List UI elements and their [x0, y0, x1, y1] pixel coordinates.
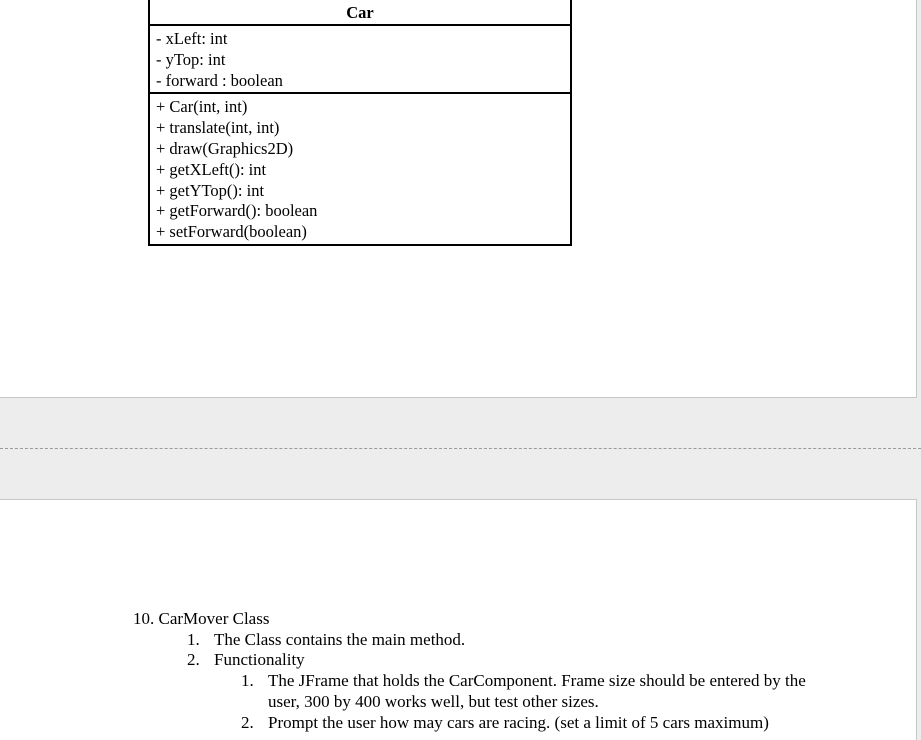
- uml-method: + Car(int, int): [156, 97, 248, 117]
- uml-method: + getXLeft(): int: [156, 159, 267, 179]
- uml-method: + getForward(): boolean: [156, 201, 318, 221]
- section-heading: 10. CarMover Class: [133, 609, 270, 628]
- uml-class-name: Car: [150, 0, 570, 26]
- list-text: Functionality: [214, 650, 305, 670]
- uml-attribute: - yTop: int: [156, 49, 226, 69]
- list-number: 2.: [241, 712, 254, 732]
- uml-attribute: - xLeft: int: [156, 29, 228, 48]
- list-number: 1.: [187, 629, 200, 649]
- uml-attribute: - forward : boolean: [156, 70, 283, 90]
- list-text: Prompt the user how may cars are racing. (set a limit of 5 cars maximum): [268, 712, 769, 732]
- uml-class-diagram: [148, 0, 572, 246]
- list-item: [133, 630, 828, 651]
- uml-method: + draw(Graphics2D): [156, 138, 294, 158]
- sub-list-item: [133, 671, 828, 712]
- list-text: The JFrame that holds the CarComponent. Frame size should be entered by the user, 300 by 400 works well, but test other sizes.: [268, 671, 806, 711]
- uml-attributes-section: [150, 26, 570, 92]
- list-text: The Class contains the main method.: [214, 629, 466, 649]
- uml-method: + translate(int, int): [156, 118, 280, 138]
- uml-method: + getYTop(): int: [156, 180, 265, 200]
- sub-list-item: [133, 713, 828, 734]
- list-number: 1.: [241, 671, 254, 691]
- uml-methods-section: [150, 92, 570, 244]
- list-item: [133, 650, 828, 671]
- carmover-section: [133, 609, 828, 733]
- page-break-divider: [0, 448, 921, 449]
- uml-method: + setForward(boolean): [156, 222, 307, 242]
- list-number: 2.: [187, 650, 200, 670]
